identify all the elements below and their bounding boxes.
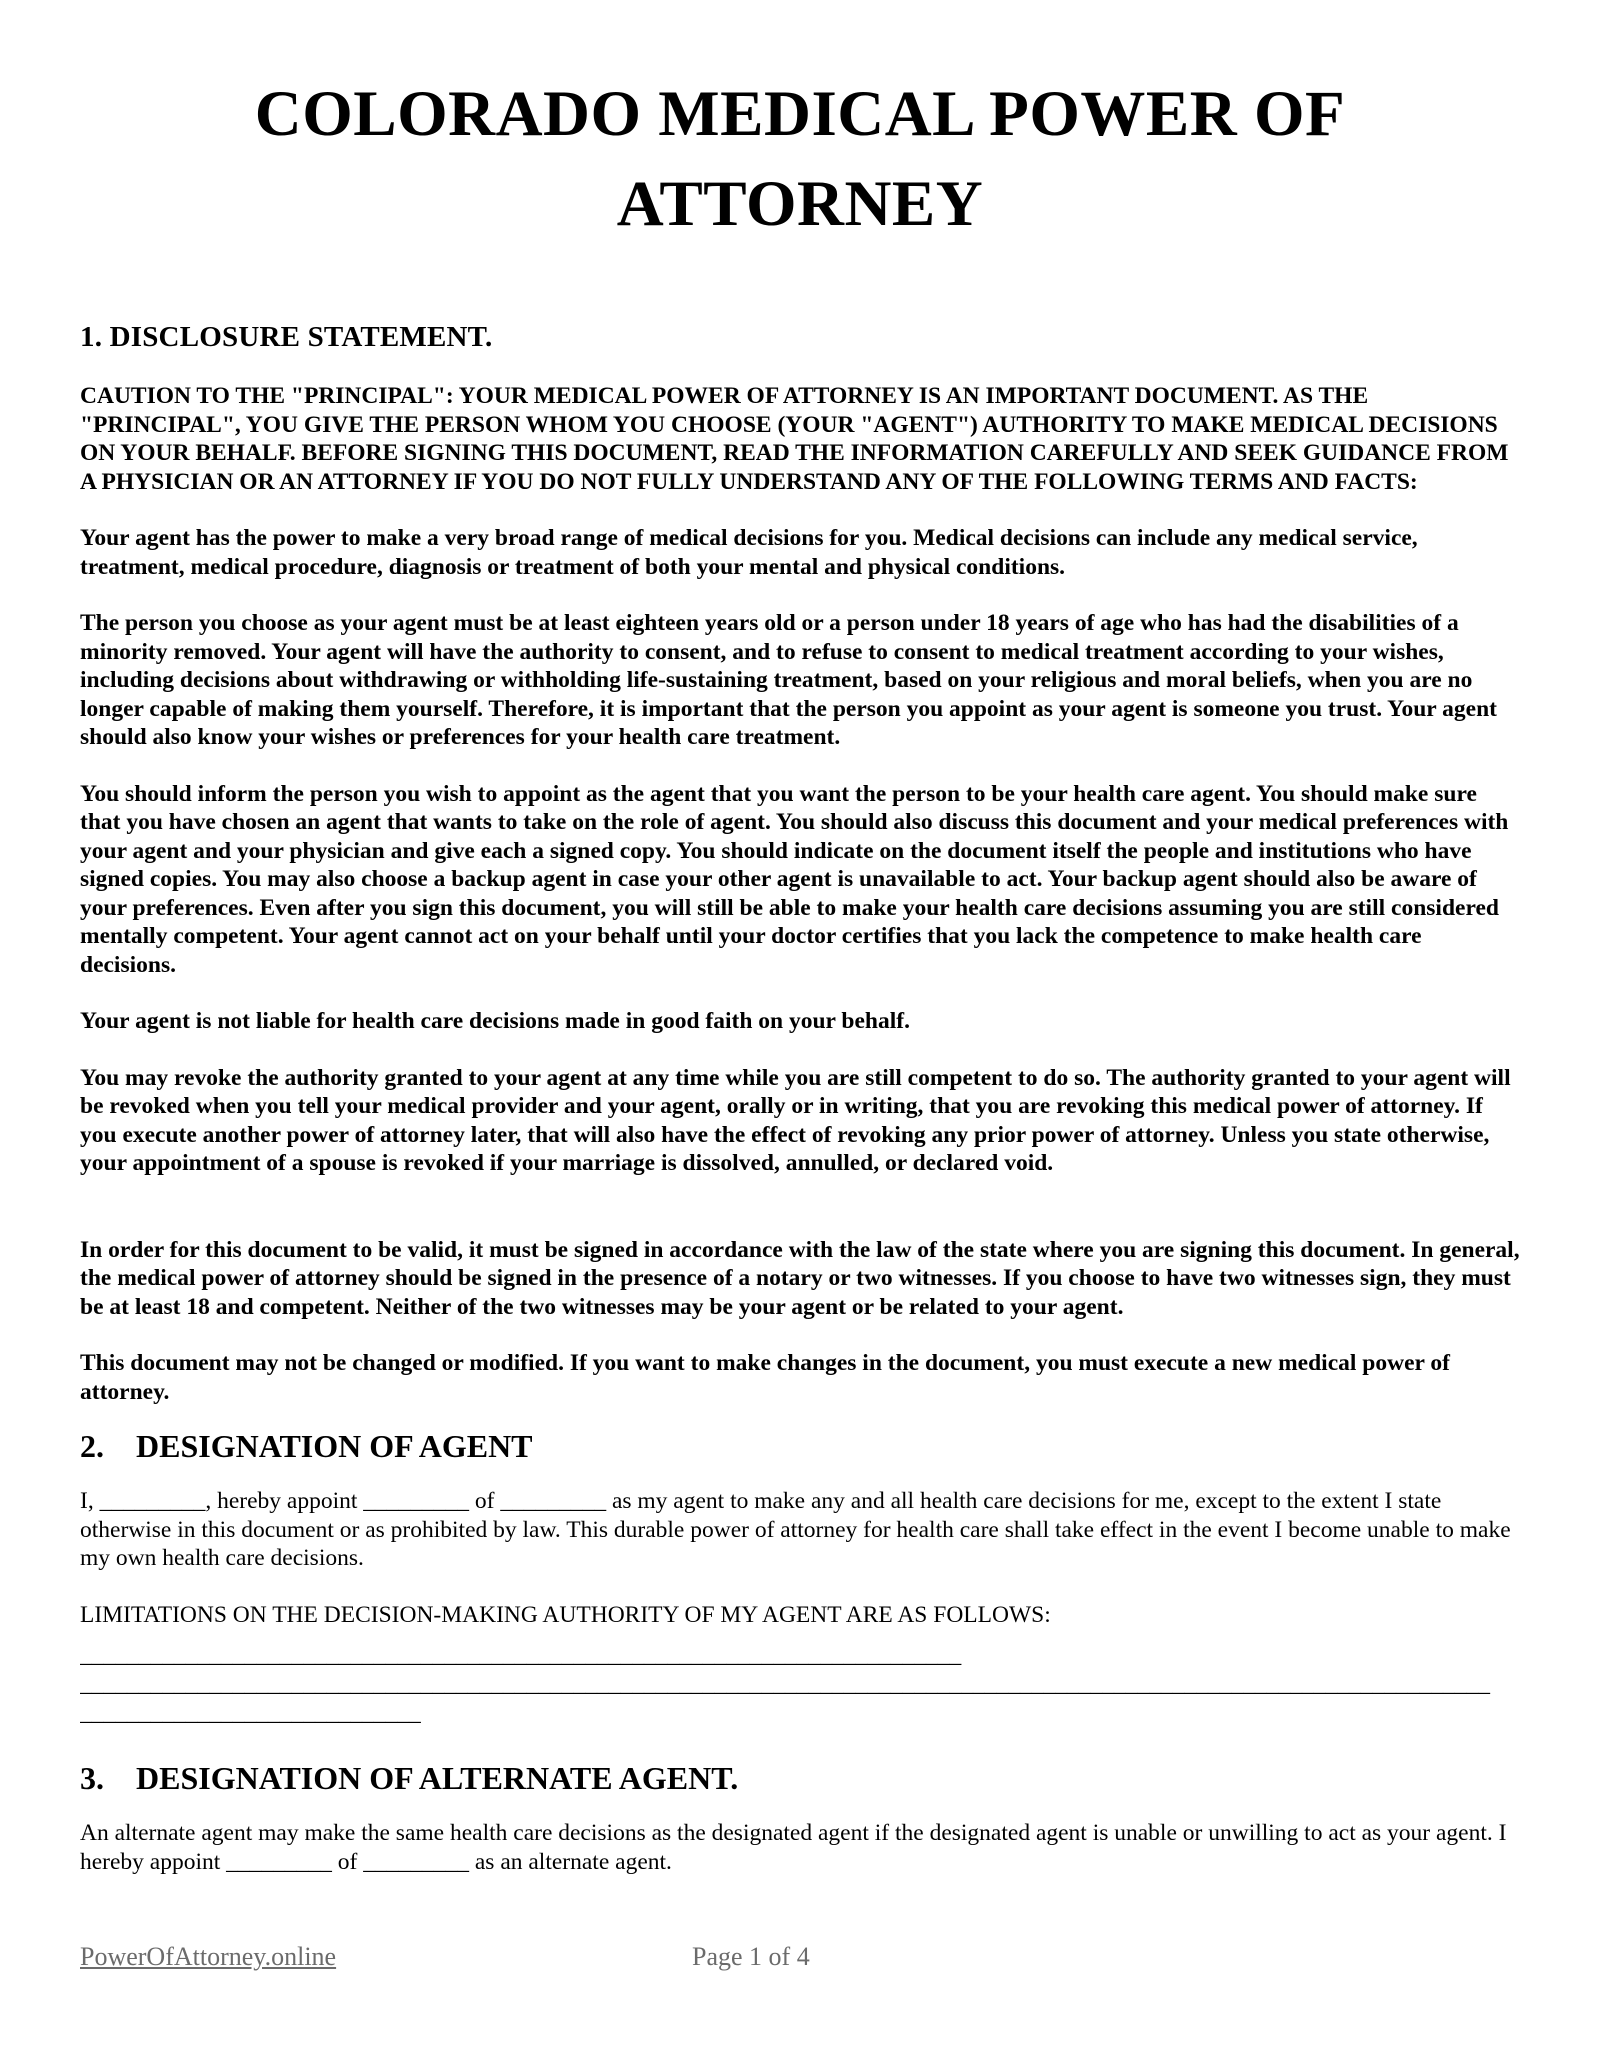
section-1-heading: 1. DISCLOSURE STATEMENT. <box>80 321 493 354</box>
disclosure-paragraph-liability: Your agent is not liable for health care decisions made in good faith on your behalf. <box>80 1008 910 1035</box>
disclosure-paragraph-agent-requirements: The person you choose as your agent must be at least eighteen years old or a person under 18 years of age who has had the disabilities of a minority removed. Your agent will have the authority to consent, and to refuse to consent to medical treatment according to your wishes, including decisions about withdrawing or withholding life-sustaining treatment, based on your religious and moral beliefs, when you are no longer capable of making them yourself. Therefore, it is important that the person you appoint as your agent is someone you trust. Your agent should also know your wishes or preferences for your health care treatment. <box>80 610 1497 751</box>
section-3-heading-text: DESIGNATION OF ALTERNATE AGENT. <box>136 1760 739 1797</box>
alternate-agent-paragraph: An alternate agent may make the same health care decisions as the designated agent if the designated agent is unable or unwilling to act as your agent. I hereby appoint _________ of _________ as an alternate agent. <box>80 1820 1507 1875</box>
disclosure-paragraph-validity: In order for this document to be valid, it must be signed in accordance with the law of the state where you are signing this document. In general, the medical power of attorney should be signed in the presence of a notary or two witnesses. If you choose to have two witnesses sign, they must be at least 18 and competent. Neither of the two witnesses may be your agent or be related to your agent. <box>80 1236 1520 1320</box>
agent-appointment-paragraph: I, _________, hereby appoint _________ of _________ as my agent to make any and all health care decisions for me, except to the extent I state otherwise in this document or as prohibited by law. This durable power of attorney for health care shall take effect in the event I become unable to make my own health care decisions. <box>80 1488 1511 1572</box>
limitations-fill-line-3: _____________________________ <box>80 1700 421 1727</box>
section-2-number: 2. <box>80 1428 104 1465</box>
footer-site-link[interactable]: PowerOfAttorney.online <box>80 1942 337 1971</box>
limitations-fill-line-2: ________________________________________________________________________________________________________________________ <box>80 1671 1490 1698</box>
footer-page-number: Page 1 of 4 <box>692 1942 810 1971</box>
disclosure-paragraph-revocation: You may revoke the authority granted to your agent at any time while you are still competent to do so. The authority granted to your agent will be revoked when you tell your medical provider and your agent, orally or in writing, that you are revoking this medical power of attorney. If you execute another power of attorney later, that will also have the effect of revoking any prior power of attorney. Unless you state otherwise, your appointment of a spouse is revoked if your marriage is dissolved, annulled, or declared void. <box>80 1064 1511 1177</box>
section-2-heading <box>80 1428 1520 1465</box>
document-content <box>0 70 1600 1876</box>
disclosure-paragraph-agent-power: Your agent has the power to make a very broad range of medical decisions for you. Medical decisions can include any medical service, treatment, medical procedure, diagnosis or treatment of both your mental and physical conditions. <box>80 525 1418 580</box>
disclosure-paragraph-inform-agent: You should inform the person you wish to appoint as the agent that you want the person to be your health care agent. You should make sure that you have chosen an agent that wants to take on the role of agent. You should also discuss this document and your medical preferences with your agent and your physician and give each a signed copy. You should indicate on the document itself the people and institutions who have signed copies. You may also choose a backup agent in case your other agent is unavailable to act. Your backup agent should also be aware of your preferences. Even after you sign this document, you will still be able to make your health care decisions assuming you are still considered mentally competent. Your agent cannot act on your behalf until your doctor certifies that you lack the competence to make health care decisions. <box>80 780 1509 978</box>
section-2-heading-text: DESIGNATION OF AGENT <box>136 1428 533 1465</box>
document-title: COLORADO MEDICAL POWER OF ATTORNEY <box>254 78 1346 240</box>
limitations-fill-line-1: ___________________________________________________________________________ <box>80 1642 962 1669</box>
section-3-heading <box>80 1760 1520 1797</box>
disclosure-paragraph-caution: CAUTION TO THE "PRINCIPAL": YOUR MEDICAL POWER OF ATTORNEY IS AN IMPORTANT DOCUMENT. AS THE "PRINCIPAL", YOU GIVE THE PERSON WHOM YOU CHOOSE (YOUR "AGENT") AUTHORITY TO MAKE MEDICAL DECISIONS ON YOUR BEHALF. BEFORE SIGNING THIS DOCUMENT, READ THE INFORMATION CAREFULLY AND SEEK GUIDANCE FROM A PHYSICIAN OR AN ATTORNEY IF YOU DO NOT FULLY UNDERSTAND ANY OF THE FOLLOWING TERMS AND FACTS: <box>80 383 1509 495</box>
limitations-label: LIMITATIONS ON THE DECISION-MAKING AUTHORITY OF MY AGENT ARE AS FOLLOWS: <box>80 1601 1051 1628</box>
disclosure-paragraph-no-changes: This document may not be changed or modified. If you want to make changes in the document, you must execute a new medical power of attorney. <box>80 1350 1450 1405</box>
section-3-number: 3. <box>80 1760 104 1797</box>
